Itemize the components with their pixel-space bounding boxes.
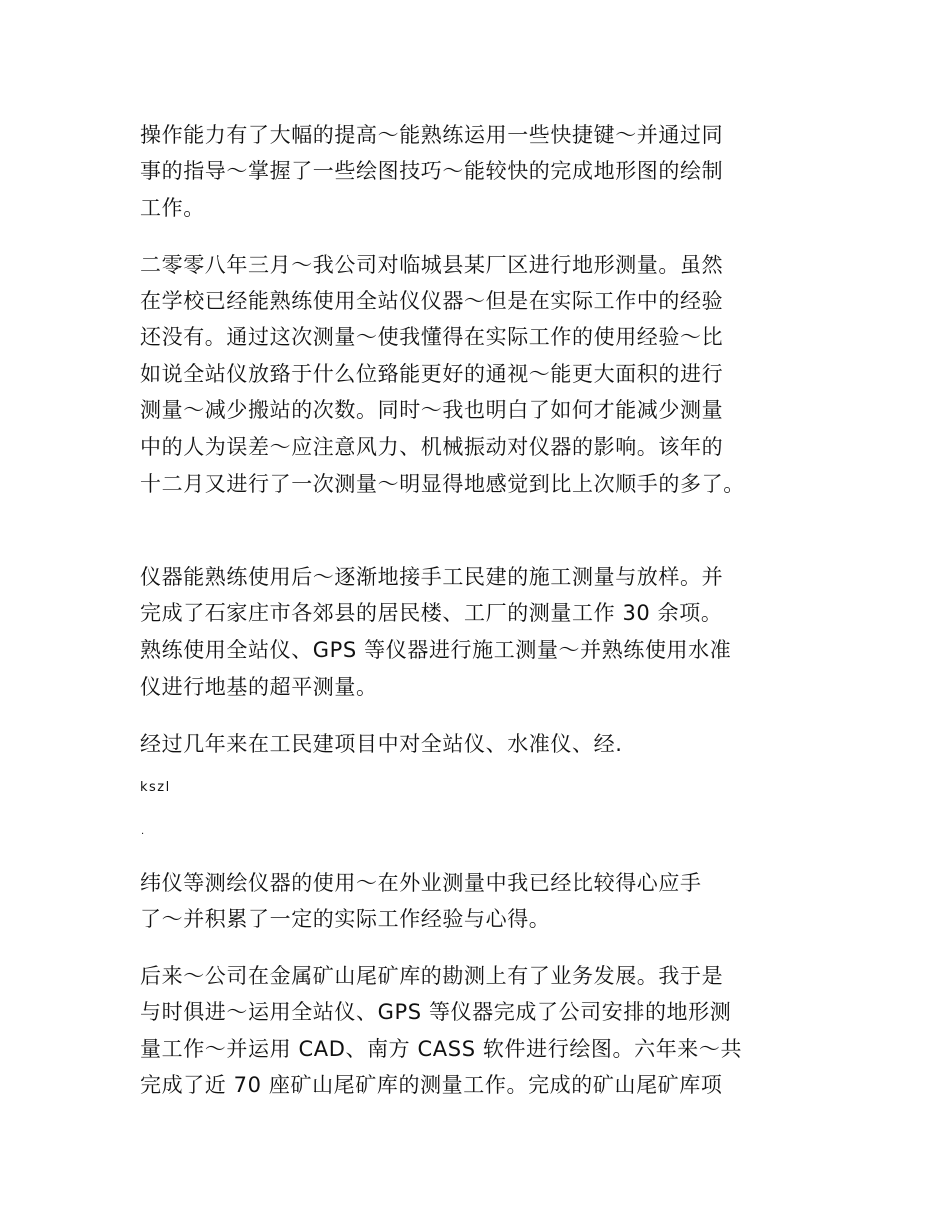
text-line: 经过几年来在工民建项目中对全站仪、水准仪、经.	[140, 732, 623, 756]
text-line: 在学校已经能熟练使用全站仪仪器～但是在实际工作中的经验	[140, 289, 724, 313]
dot-mark: .	[141, 826, 145, 837]
text-line: 测量～减少搬站的次数。同时～我也明白了如何才能减少测量	[140, 398, 724, 422]
text-line: 中的人为误差～应注意风力、机械振动对仪器的影响。该年的	[140, 435, 724, 459]
text-line: 操作能力有了大幅的提高～能熟练运用一些快捷键～并通过同	[140, 123, 724, 147]
text-line: 与时俱进～运用全站仪、GPS 等仪器完成了公司安排的地形测	[140, 1000, 732, 1024]
text-line: 了～并积累了一定的实际工作经验与心得。	[140, 907, 551, 931]
text-line: 完成了石家庄市各郊县的居民楼、工厂的测量工作 30 余项。	[140, 601, 723, 625]
text-line: 如说全站仪放臵于什么位臵能更好的通视～能更大面积的进行	[140, 362, 724, 386]
text-line: 仪进行地基的超平测量。	[140, 675, 378, 699]
text-line: 工作。	[140, 196, 205, 220]
text-line: 纬仪等测绘仪器的使用～在外业测量中我已经比较得心应手	[140, 871, 702, 895]
text-line: 仪器能熟练使用后～逐渐地接手工民建的施工测量与放样。并	[140, 565, 724, 589]
text-line: 事的指导～掌握了一些绘图技巧～能较快的完成地形图的绘制	[140, 159, 724, 183]
text-line: 后来～公司在金属矿山尾矿库的勘测上有了业务发展。我于是	[140, 964, 724, 988]
text-line: 熟练使用全站仪、GPS 等仪器进行施工测量～并熟练使用水准	[140, 638, 732, 662]
text-line: 十二月又进行了一次测量～明显得地感觉到比上次顺手的多了。	[140, 472, 745, 496]
footer-mark: kszl	[140, 780, 171, 795]
text-line: 量工作～并运用 CAD、南方 CASS 软件进行绘图。六年来～共	[140, 1037, 743, 1061]
text-line: 二零零八年三月～我公司对临城县某厂区进行地形测量。虽然	[140, 253, 724, 277]
text-line: 完成了近 70 座矿山尾矿库的测量工作。完成的矿山尾矿库项	[140, 1073, 723, 1097]
text-line: 还没有。通过这次测量～使我懂得在实际工作的使用经验～比	[140, 325, 724, 349]
